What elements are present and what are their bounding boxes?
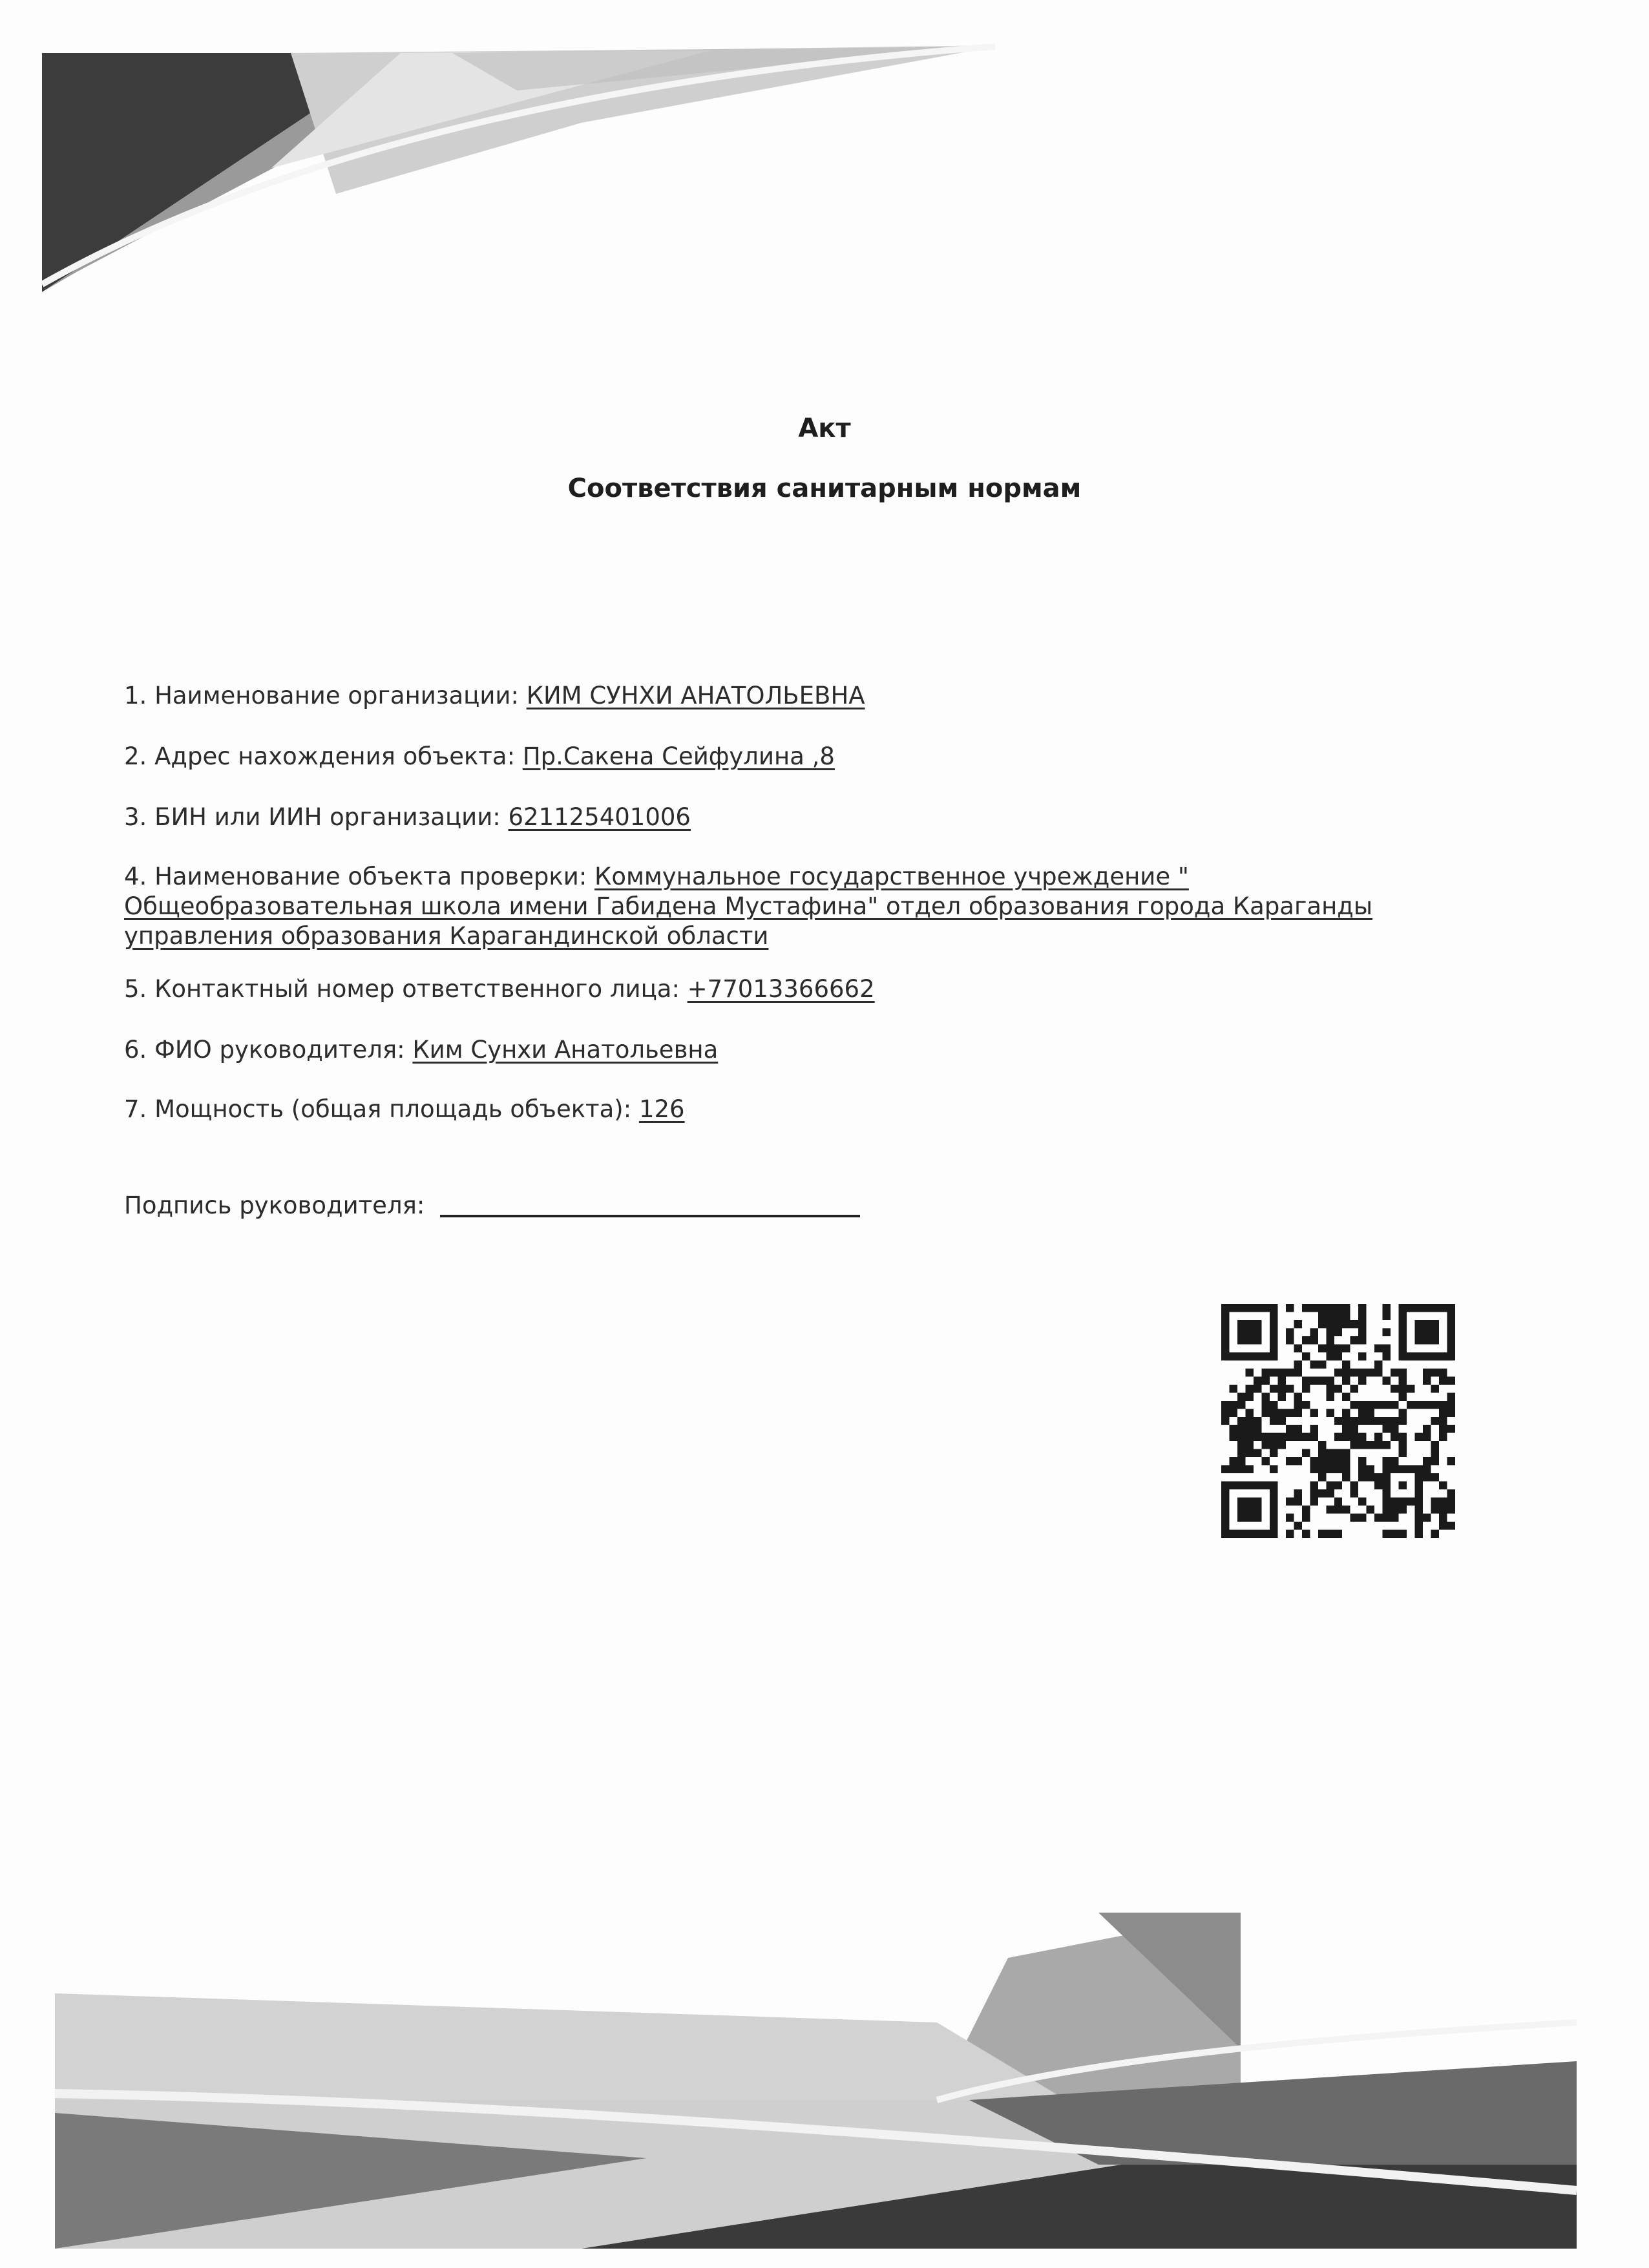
field-value: КИМ СУНХИ АНАТОЛЬЕВНА	[526, 682, 865, 709]
document-subtitle: Соответствия санитарным нормам	[567, 474, 1082, 503]
field-capacity-area	[124, 1095, 1416, 1124]
document-title: Акт	[798, 414, 851, 443]
header-decoration	[0, 0, 1649, 310]
field-label: 5. Контактный номер ответственного лица:	[124, 975, 688, 1003]
field-bin-iin	[124, 803, 1416, 832]
field-value: Пр.Сакена Сейфулина ,8	[522, 742, 835, 770]
footer-decoration	[0, 1887, 1649, 2268]
field-director-name	[124, 1035, 1416, 1065]
field-label: 4. Наименование объекта проверки:	[124, 863, 595, 890]
field-value-line-1: Коммунальное государственное учреждение "	[594, 863, 1189, 890]
field-object-address	[124, 742, 1416, 772]
field-value-line-3: управления образования Карагандинской области	[124, 922, 769, 950]
signature-label: Подпись руководителя:	[124, 1192, 433, 1219]
field-value-line-2: Общеобразовательная школа имени Габидена Мустафина" отдел образования города Караганды	[124, 892, 1373, 920]
field-value: 621125401006	[508, 803, 691, 831]
field-value: 126	[638, 1095, 685, 1123]
field-value: Ким Сунхи Анатольевна	[412, 1036, 719, 1064]
field-inspection-object	[124, 862, 1416, 951]
field-label: 3. БИН или ИИН организации:	[124, 803, 509, 831]
field-organization-name	[124, 681, 1416, 711]
signature-line	[124, 1191, 1416, 1221]
signature-blank	[440, 1215, 860, 1217]
field-contact-phone	[124, 974, 1416, 1004]
field-value: +77013366662	[687, 975, 875, 1003]
field-label: 6. ФИО руководителя:	[124, 1036, 413, 1064]
qr-code	[1221, 1304, 1455, 1538]
field-label: 2. Адрес нахождения объекта:	[124, 742, 523, 770]
field-label: 1. Наименование организации:	[124, 682, 527, 709]
field-label: 7. Мощность (общая площадь объекта):	[124, 1095, 639, 1123]
